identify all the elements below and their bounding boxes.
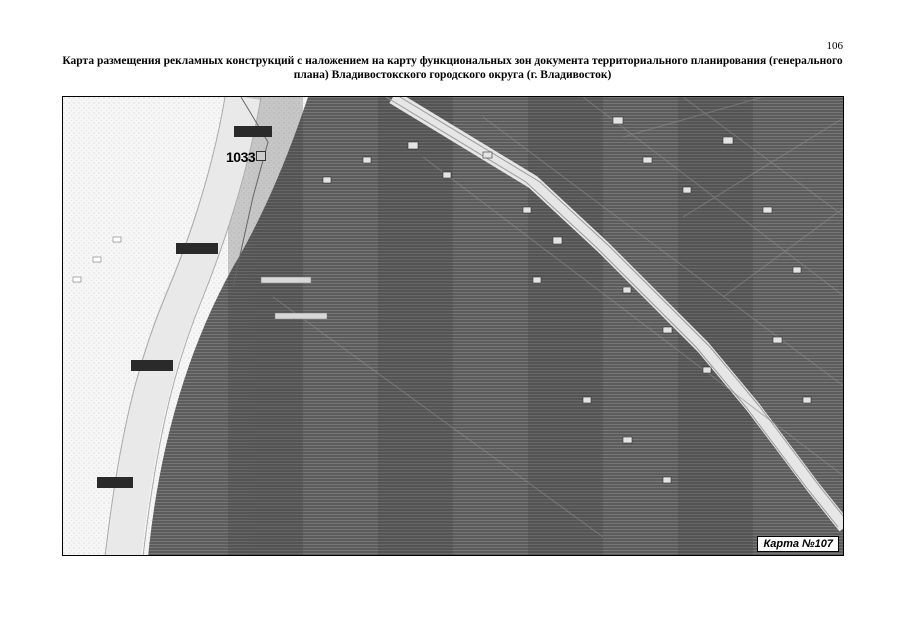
parcel-1033-label[interactable] xyxy=(226,149,266,165)
ad-marker-4 xyxy=(97,477,133,488)
map-canvas xyxy=(63,97,844,556)
page-number: 106 xyxy=(826,40,843,52)
map-label: Карта №107 xyxy=(757,536,839,552)
ad-marker-1 xyxy=(234,126,272,137)
map-frame[interactable] xyxy=(62,96,844,556)
parcel-number: 1033 xyxy=(226,149,256,165)
ad-marker-3 xyxy=(131,360,173,371)
page-title: Карта размещения рекламных конструкций с наложением на карту функциональных зон документа территориального планирования (генерального плана) Владивостокского городского округа (г. Владивосток) xyxy=(62,55,843,81)
strip-1 xyxy=(261,277,311,283)
strip-2 xyxy=(275,313,327,319)
ad-marker-2 xyxy=(176,243,218,254)
parcel-box-icon xyxy=(256,151,266,161)
